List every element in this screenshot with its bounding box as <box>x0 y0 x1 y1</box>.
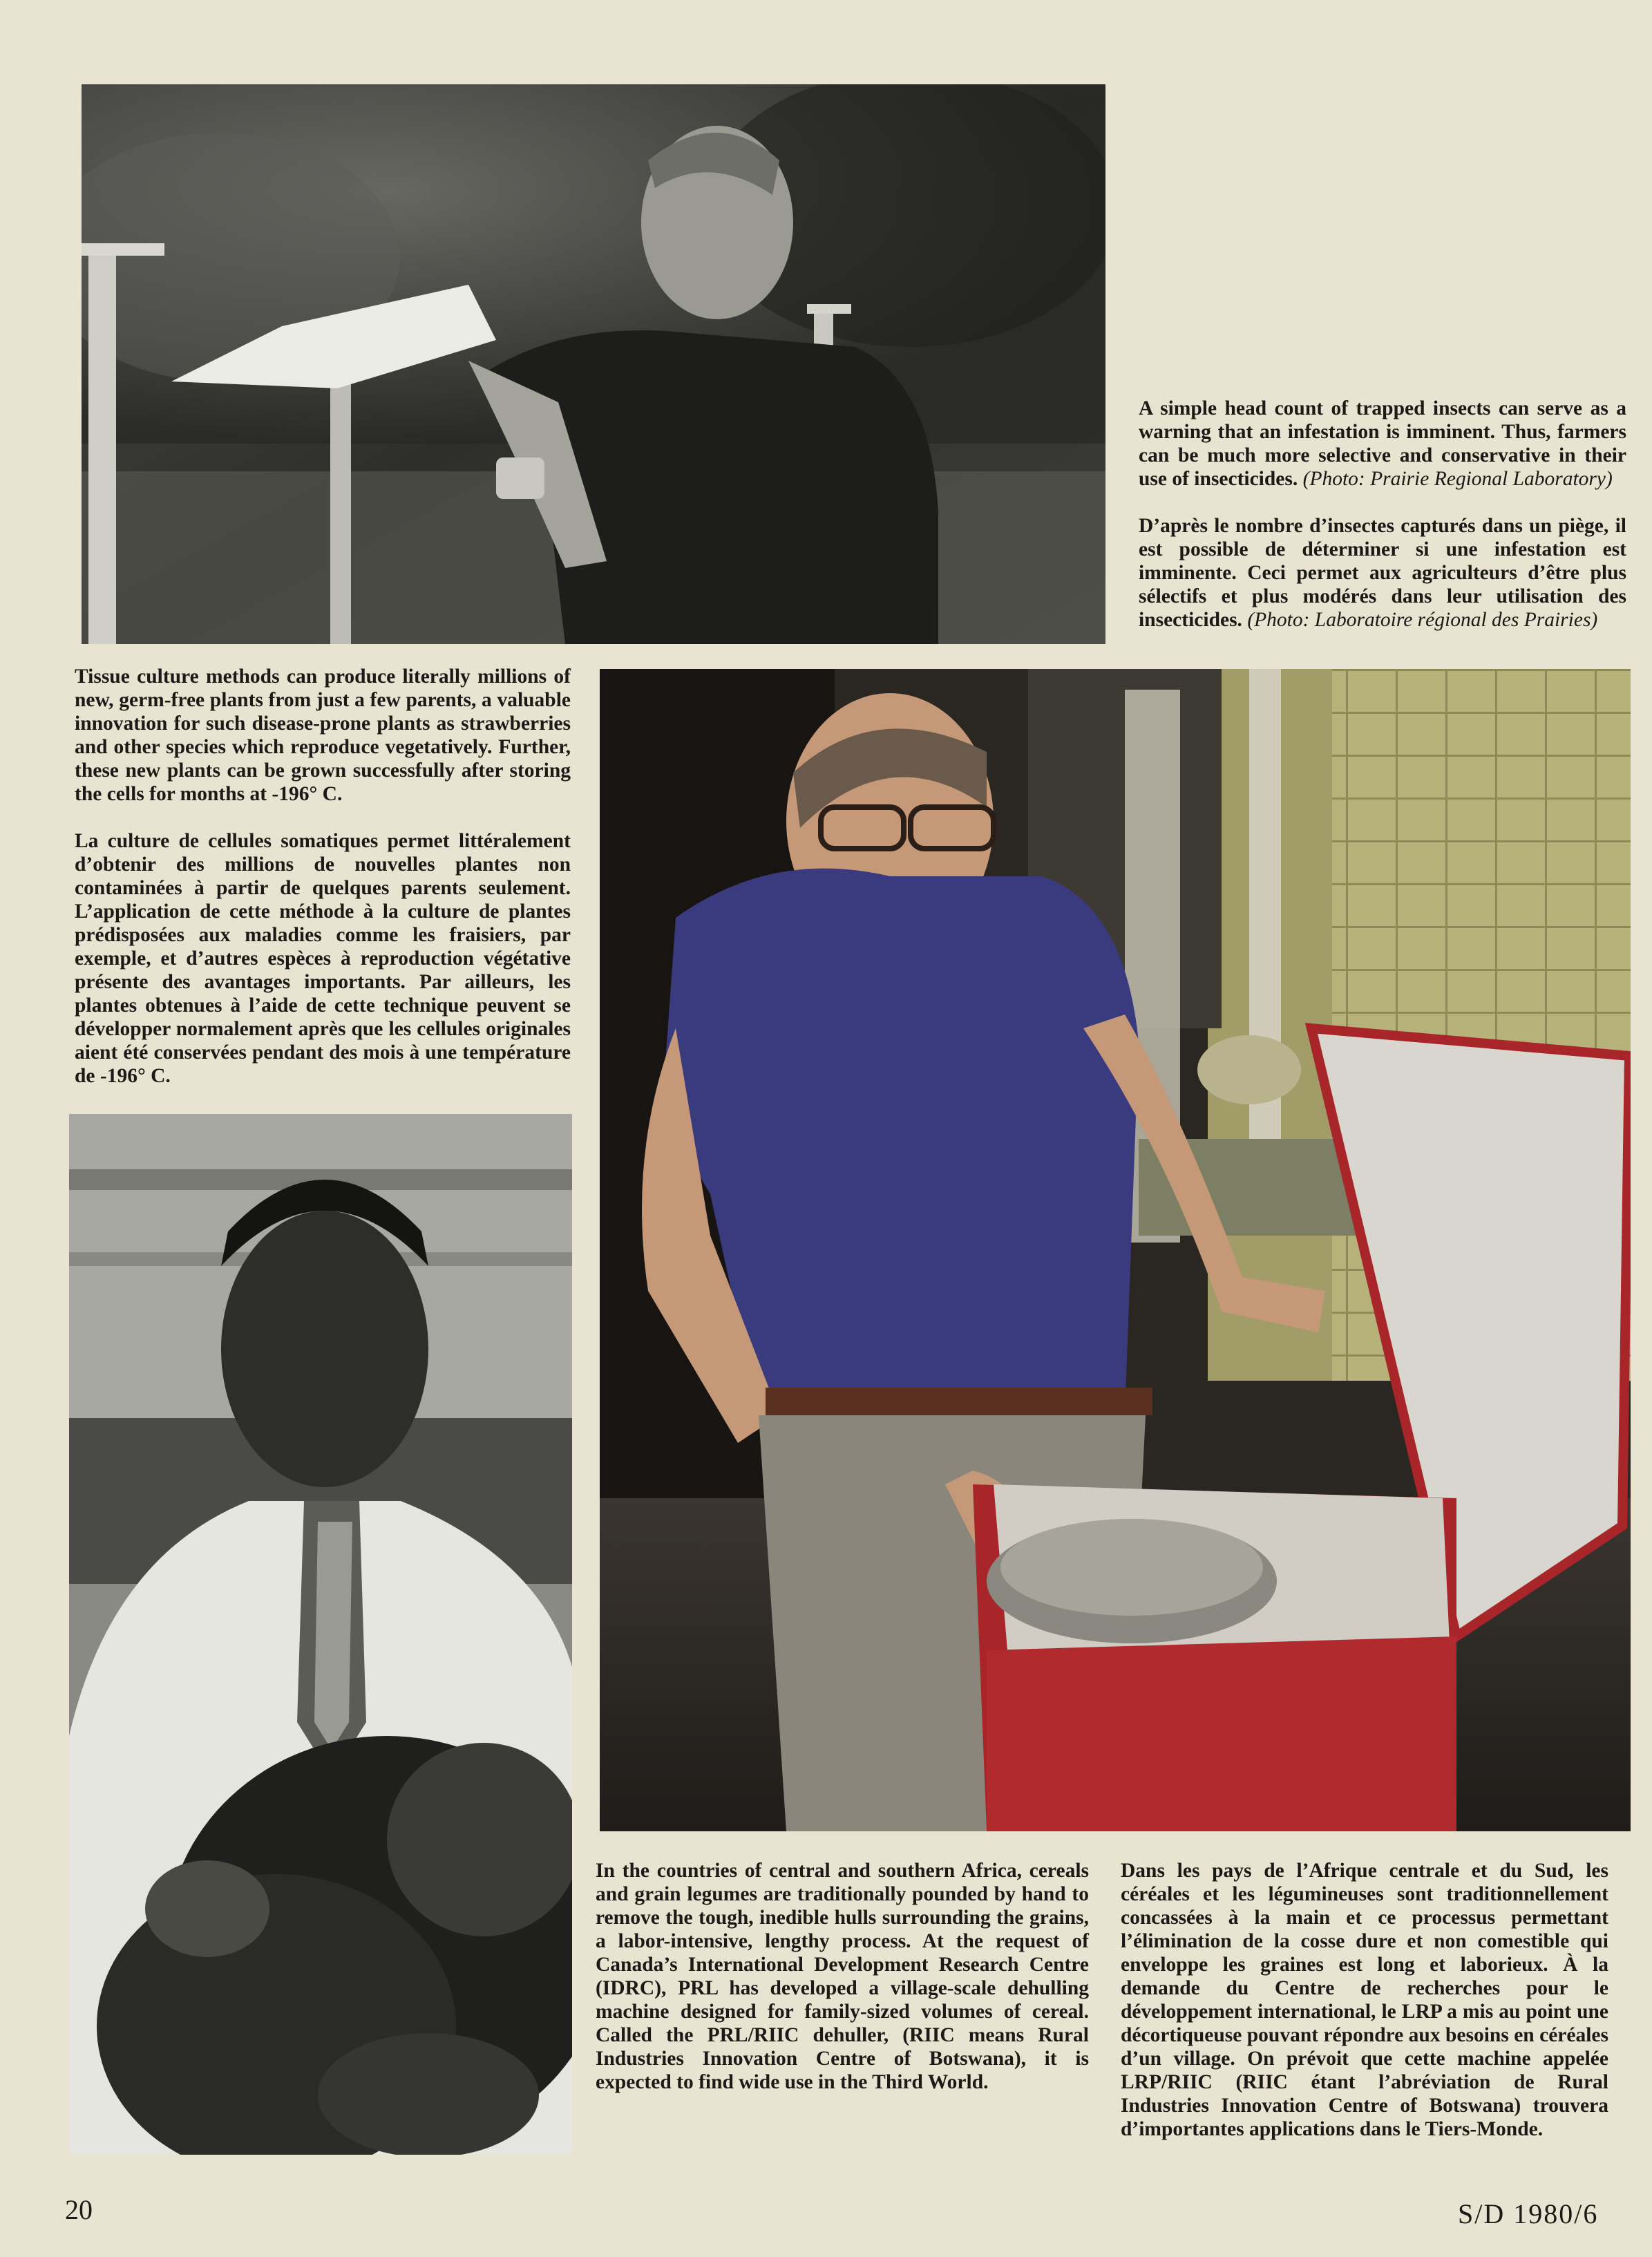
photo-strawberry-plants <box>69 1114 572 2155</box>
caption-tissue-culture-fr: La culture de cellules somatiques permet littéralement d’obtenir des millions de nouvelles plantes non contaminées à partir de quelques parents seulement. L’application de cette méthode à la culture de plantes prédisposées aux maladies comme les fraisiers, par exemple, et d’autres espèces à reproduction végétative présente des avantages importants. Par ailleurs, les plantes obtenues à l’aide de cette technique peuvent se développer normalement après que les cellules originales aient été conservées pendant des mois à une température de -196° C. <box>75 830 571 1087</box>
photo-dehuller-machine <box>600 669 1631 1831</box>
caption-insect-trap-fr: D’après le nombre d’insectes capturés dans un piège, il est possible de déterminer si une infestation est imminente. Ceci permet aux agriculteurs d’être plus sélectifs et plus modérés dans leur utilisation des insecticides. (Photo: Laboratoire régional des Prairies) <box>1139 515 1626 631</box>
caption-insect-trap <box>1139 397 1626 632</box>
caption-dehuller-en: In the countries of central and southern Africa, cereals and grain legumes are traditionally pounded by hand to remove the tough, inedible hulls surrounding the grains, a labor-intensive, lengthy process. At the request of Canada’s International Development Research Centre (IDRC), PRL has developed a village-scale dehulling machine designed for family-sized volumes of cereal. Called the PRL/RIIC dehuller, (RIIC means Rural Industries Innovation Centre of Botswana), it is expected to find wide use in the Third World. <box>596 1860 1089 2093</box>
caption-dehuller-fr: Dans les pays de l’Afrique centrale et du Sud, les céréales et les légumineuses sont traditionnellement concassées à la main et ce processus permettant l’élimination de la cosse dure et non comestible qui enveloppe les graines est long et laborieux. À la demande du Centre de recherches pour le développement international, le LRP a mis au point une décortiqueuse pouvant répondre aux besoins en céréales d’un village. On prévoit que cette machine appelée LRP/RIIC (RIIC étant l’abréviation de Rural Industries Innovation Centre of Botswana) trouvera d’importantes applications dans le Tiers-Monde. <box>1121 1860 1608 2140</box>
caption-insect-trap-en: A simple head count of trapped insects can serve as a warning that an infestation is imminent. Thus, farmers can be much more selective and conservative in their use of insecticides. (Photo: Prairie Regional Laboratory) <box>1139 397 1626 490</box>
caption-tissue-culture <box>75 665 571 1088</box>
caption-tissue-culture-en: Tissue culture methods can produce literally millions of new, germ-free plants from just a few parents, a valuable innovation for such disease-prone plants as strawberries and other species which reproduce vegetatively. Further, these new plants can be grown successfully after storing the cells for months at -196° C. <box>75 665 571 805</box>
page-number: 20 <box>65 2194 93 2225</box>
photo-credit-fr: (Photo: Laboratoire régional des Prairies) <box>1247 609 1598 631</box>
photo-insect-trap <box>82 84 1105 644</box>
photo-credit-en: (Photo: Prairie Regional Laboratory) <box>1302 468 1613 490</box>
issue-label: S/D 1980/6 <box>1458 2198 1599 2229</box>
